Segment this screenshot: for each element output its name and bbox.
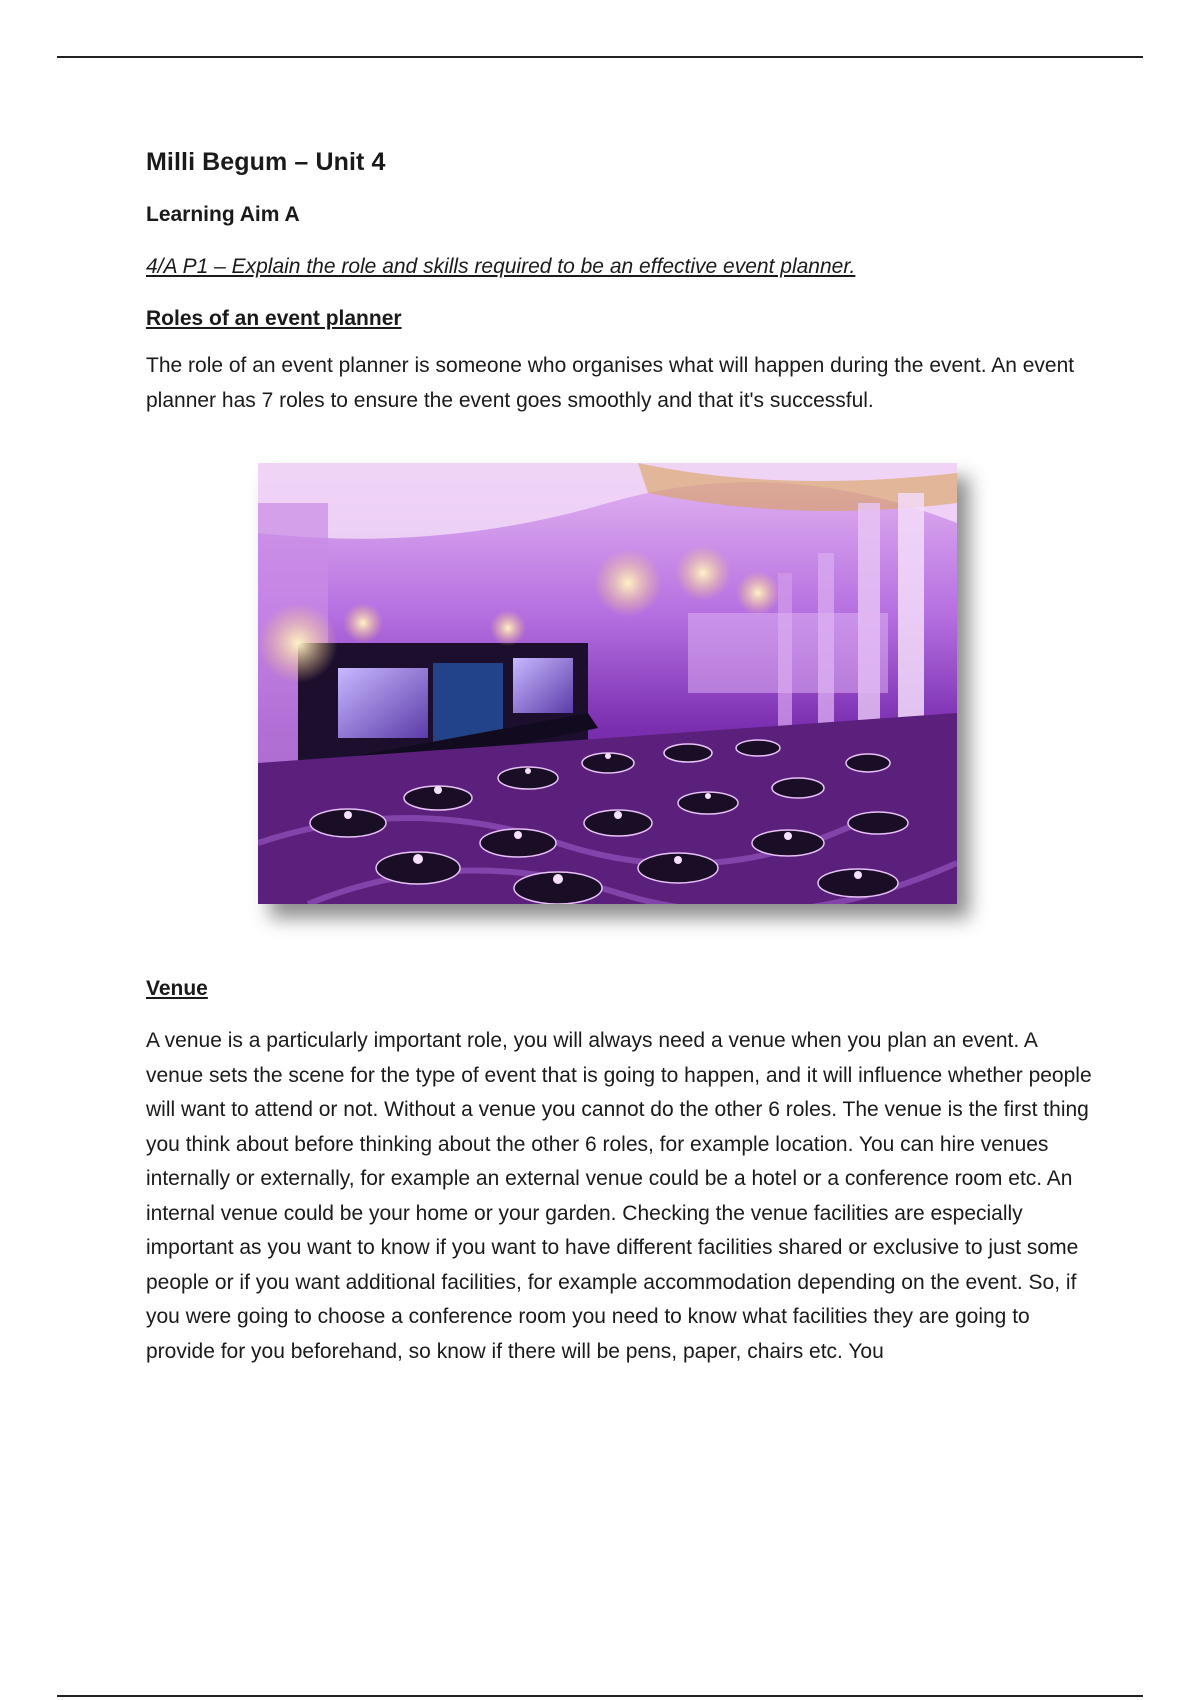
assessment-criteria: 4/A P1 – Explain the role and skills required to be an effective event planner. — [146, 255, 856, 278]
roles-heading: Roles of an event planner — [146, 307, 402, 330]
ballroom-image — [258, 463, 957, 904]
venue-photo — [258, 463, 957, 904]
document-title: Milli Begum – Unit 4 — [146, 148, 386, 176]
roles-paragraph: The role of an event planner is someone who organises what will happen during the event. An event planner has 7 roles to ensure the event goes smoothly and that it's successful. — [146, 354, 1075, 412]
header-rule — [57, 56, 1143, 58]
footer-rule — [57, 1695, 1143, 1697]
document-body — [146, 140, 1096, 418]
learning-aim: Learning Aim A — [146, 203, 300, 226]
venue-paragraph: A venue is a particularly important role, you will always need a venue when you plan an event. A venue sets the scene for the type of event that is going to happen, and it will influence whether people will want to attend or not. Without a venue you cannot do the other 6 roles. The venue is the first thing you think about before thinking about the other 6 roles, for example location. You can hire venues internally or externally, for example an external venue could be a hotel or a conference room etc. An internal venue could be your home or your garden. Checking the venue facilities are especially important as you want to know if you want to have different facilities shared or exclusive to just some people or if you want additional facilities, for example accommodation depending on the event. So, if you were going to choose a conference room you need to know what facilities they are going to provide for you beforehand, so know if there will be pens, paper, chairs etc. You — [146, 1029, 1092, 1363]
venue-heading: Venue — [146, 977, 208, 1000]
